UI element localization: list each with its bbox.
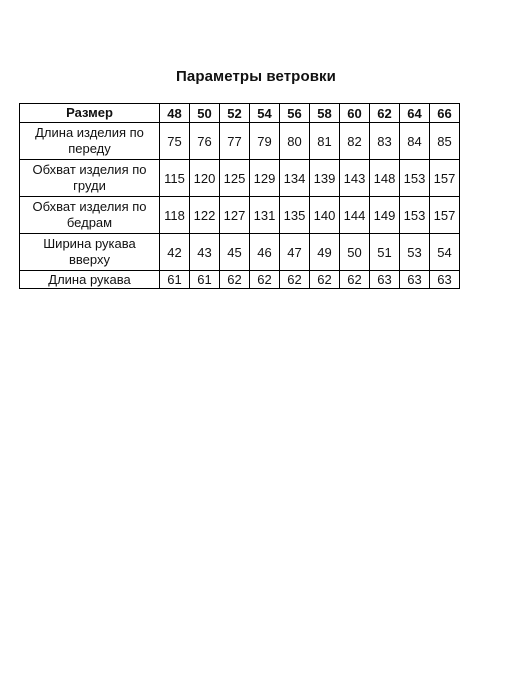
value-cell: 62	[220, 271, 250, 289]
table-row	[20, 271, 460, 289]
value-cell: 75	[160, 123, 190, 160]
value-cell: 157	[430, 197, 460, 234]
value-cell: 62	[340, 271, 370, 289]
row-label-cell: Ширина рукава вверху	[20, 234, 160, 271]
table-row	[20, 123, 460, 160]
table-header-row	[20, 104, 460, 123]
value-cell: 51	[370, 234, 400, 271]
value-cell: 153	[400, 160, 430, 197]
value-cell: 135	[280, 197, 310, 234]
value-cell: 63	[370, 271, 400, 289]
value-cell: 120	[190, 160, 220, 197]
value-cell: 61	[160, 271, 190, 289]
row-label-cell: Длина изделия по переду	[20, 123, 160, 160]
value-cell: 49	[310, 234, 340, 271]
size-header-cell: 56	[280, 104, 310, 123]
value-cell: 62	[250, 271, 280, 289]
value-cell: 63	[400, 271, 430, 289]
table-row	[20, 197, 460, 234]
value-cell: 81	[310, 123, 340, 160]
size-header-cell: 62	[370, 104, 400, 123]
value-cell: 140	[310, 197, 340, 234]
value-cell: 144	[340, 197, 370, 234]
value-cell: 125	[220, 160, 250, 197]
size-header-cell: 52	[220, 104, 250, 123]
value-cell: 76	[190, 123, 220, 160]
value-cell: 54	[430, 234, 460, 271]
value-cell: 46	[250, 234, 280, 271]
value-cell: 62	[280, 271, 310, 289]
header-label-cell: Размер	[20, 104, 160, 123]
value-cell: 115	[160, 160, 190, 197]
value-cell: 83	[370, 123, 400, 160]
value-cell: 47	[280, 234, 310, 271]
size-header-cell: 58	[310, 104, 340, 123]
value-cell: 127	[220, 197, 250, 234]
value-cell: 45	[220, 234, 250, 271]
size-header-cell: 54	[250, 104, 280, 123]
value-cell: 122	[190, 197, 220, 234]
value-cell: 50	[340, 234, 370, 271]
value-cell: 63	[430, 271, 460, 289]
value-cell: 53	[400, 234, 430, 271]
value-cell: 148	[370, 160, 400, 197]
value-cell: 62	[310, 271, 340, 289]
value-cell: 79	[250, 123, 280, 160]
value-cell: 77	[220, 123, 250, 160]
value-cell: 134	[280, 160, 310, 197]
value-cell: 118	[160, 197, 190, 234]
value-cell: 80	[280, 123, 310, 160]
page-title: Параметры ветровки	[176, 68, 336, 85]
size-header-cell: 66	[430, 104, 460, 123]
table-row	[20, 234, 460, 271]
size-header-cell: 64	[400, 104, 430, 123]
value-cell: 61	[190, 271, 220, 289]
row-label-cell: Длина рукава	[20, 271, 160, 289]
row-label-cell: Обхват изделия по бедрам	[20, 197, 160, 234]
value-cell: 157	[430, 160, 460, 197]
value-cell: 153	[400, 197, 430, 234]
value-cell: 129	[250, 160, 280, 197]
table-row	[20, 160, 460, 197]
value-cell: 143	[340, 160, 370, 197]
size-header-cell: 48	[160, 104, 190, 123]
row-label-cell: Обхват изделия по груди	[20, 160, 160, 197]
value-cell: 85	[430, 123, 460, 160]
value-cell: 82	[340, 123, 370, 160]
size-header-cell: 60	[340, 104, 370, 123]
value-cell: 149	[370, 197, 400, 234]
size-header-cell: 50	[190, 104, 220, 123]
size-parameters-table	[19, 103, 460, 289]
value-cell: 84	[400, 123, 430, 160]
value-cell: 139	[310, 160, 340, 197]
value-cell: 131	[250, 197, 280, 234]
value-cell: 43	[190, 234, 220, 271]
value-cell: 42	[160, 234, 190, 271]
